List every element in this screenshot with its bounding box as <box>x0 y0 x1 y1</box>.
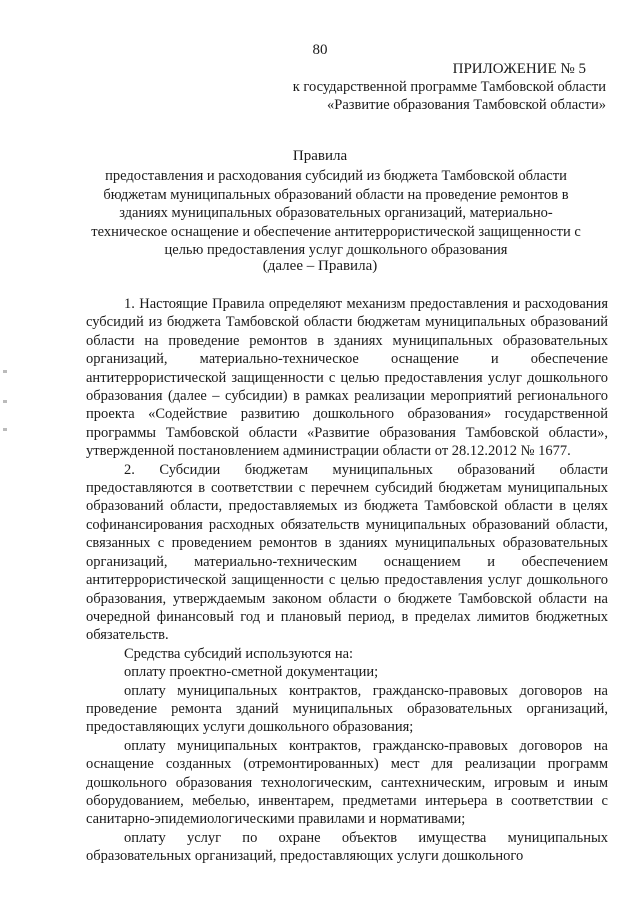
appendix-title: ПРИЛОЖЕНИЕ № 5 <box>452 61 586 77</box>
page-number: 80 <box>312 42 328 58</box>
scan-margin-mark <box>3 400 7 403</box>
paragraph: Средства субсидий используются на: <box>124 645 354 662</box>
paragraph: оплату муниципальных контрактов, гражданско-правовых договоров на оснащение созданных (отремонтированных) мест для реализации программ дошкольного образования технологическим, сантехническим, игровым и иным оборудованием, мебелью, инвентарем, предметами интерьера в соответствии с санитарно-эпидемиологическими правилами и нормативами; <box>86 737 608 828</box>
rules-heading: Правила <box>292 148 348 164</box>
rules-short-name: (далее – Правила) <box>262 258 378 274</box>
document-body <box>86 295 608 866</box>
appendix-line-1: к государственной программе Тамбовской области <box>292 79 606 95</box>
paragraph: 2. Субсидии бюджетам муниципальных образований области предоставляются в соответствии с перечнем субсидий бюджетам муниципальных образований области, предоставляемых из бюджета Тамбовской области в целях софинансирования расходных обязательств муниципальных образований области, связанных с проведением ремонтов в зданиях муниципальных образовательных организаций, материально-техническим оснащением и обеспечением антитеррористической защищенности с целью предоставления услуг дошкольного образования, утверждаемым законом области о бюджете Тамбовской области на очередной финансовый год и плановый период, в пределах лимитов бюджетных обязательств. <box>86 461 608 644</box>
rules-subtitle: предоставления и расходования субсидий из бюджета Тамбовской области бюджетам муниципальных образований области на проведение ремонтов в зданиях муниципальных образовательных организаций, материально-техническое оснащение и обеспечение антитеррористической защищенности с целью предоставления услуг дошкольного образования <box>91 168 581 259</box>
paragraph: 1. Настоящие Правила определяют механизм предоставления и расходования субсидий из бюджета Тамбовской области бюджетам муниципальных образований области на проведение ремонтов в зданиях муниципальных образовательных организаций, материально-техническое оснащение и обеспечение антитеррористической защищенности с целью предоставления услуг дошкольного образования (далее – субсидии) в рамках реализации мероприятий регионального проекта «Содействие развитию дошкольного образования» государственной программы Тамбовской области «Развитие образования Тамбовской области», утвержденной постановлением администрации области от 28.12.2012 № 1677. <box>86 296 608 460</box>
paragraph: оплату муниципальных контрактов, гражданско-правовых договоров на проведение ремонта зданий муниципальных образовательных организаций, предоставляющих услуги дошкольного образования; <box>86 682 608 736</box>
scan-margin-mark <box>3 428 7 431</box>
paragraph: оплату проектно-сметной документации; <box>124 664 379 681</box>
paragraph: оплату услуг по охране объектов имущества муниципальных образовательных организаций, предоставляющих услуги дошкольного <box>86 829 608 865</box>
appendix-line-2: «Развитие образования Тамбовской области» <box>327 97 606 113</box>
appendix-block <box>293 60 606 114</box>
scan-margin-mark <box>3 370 7 373</box>
